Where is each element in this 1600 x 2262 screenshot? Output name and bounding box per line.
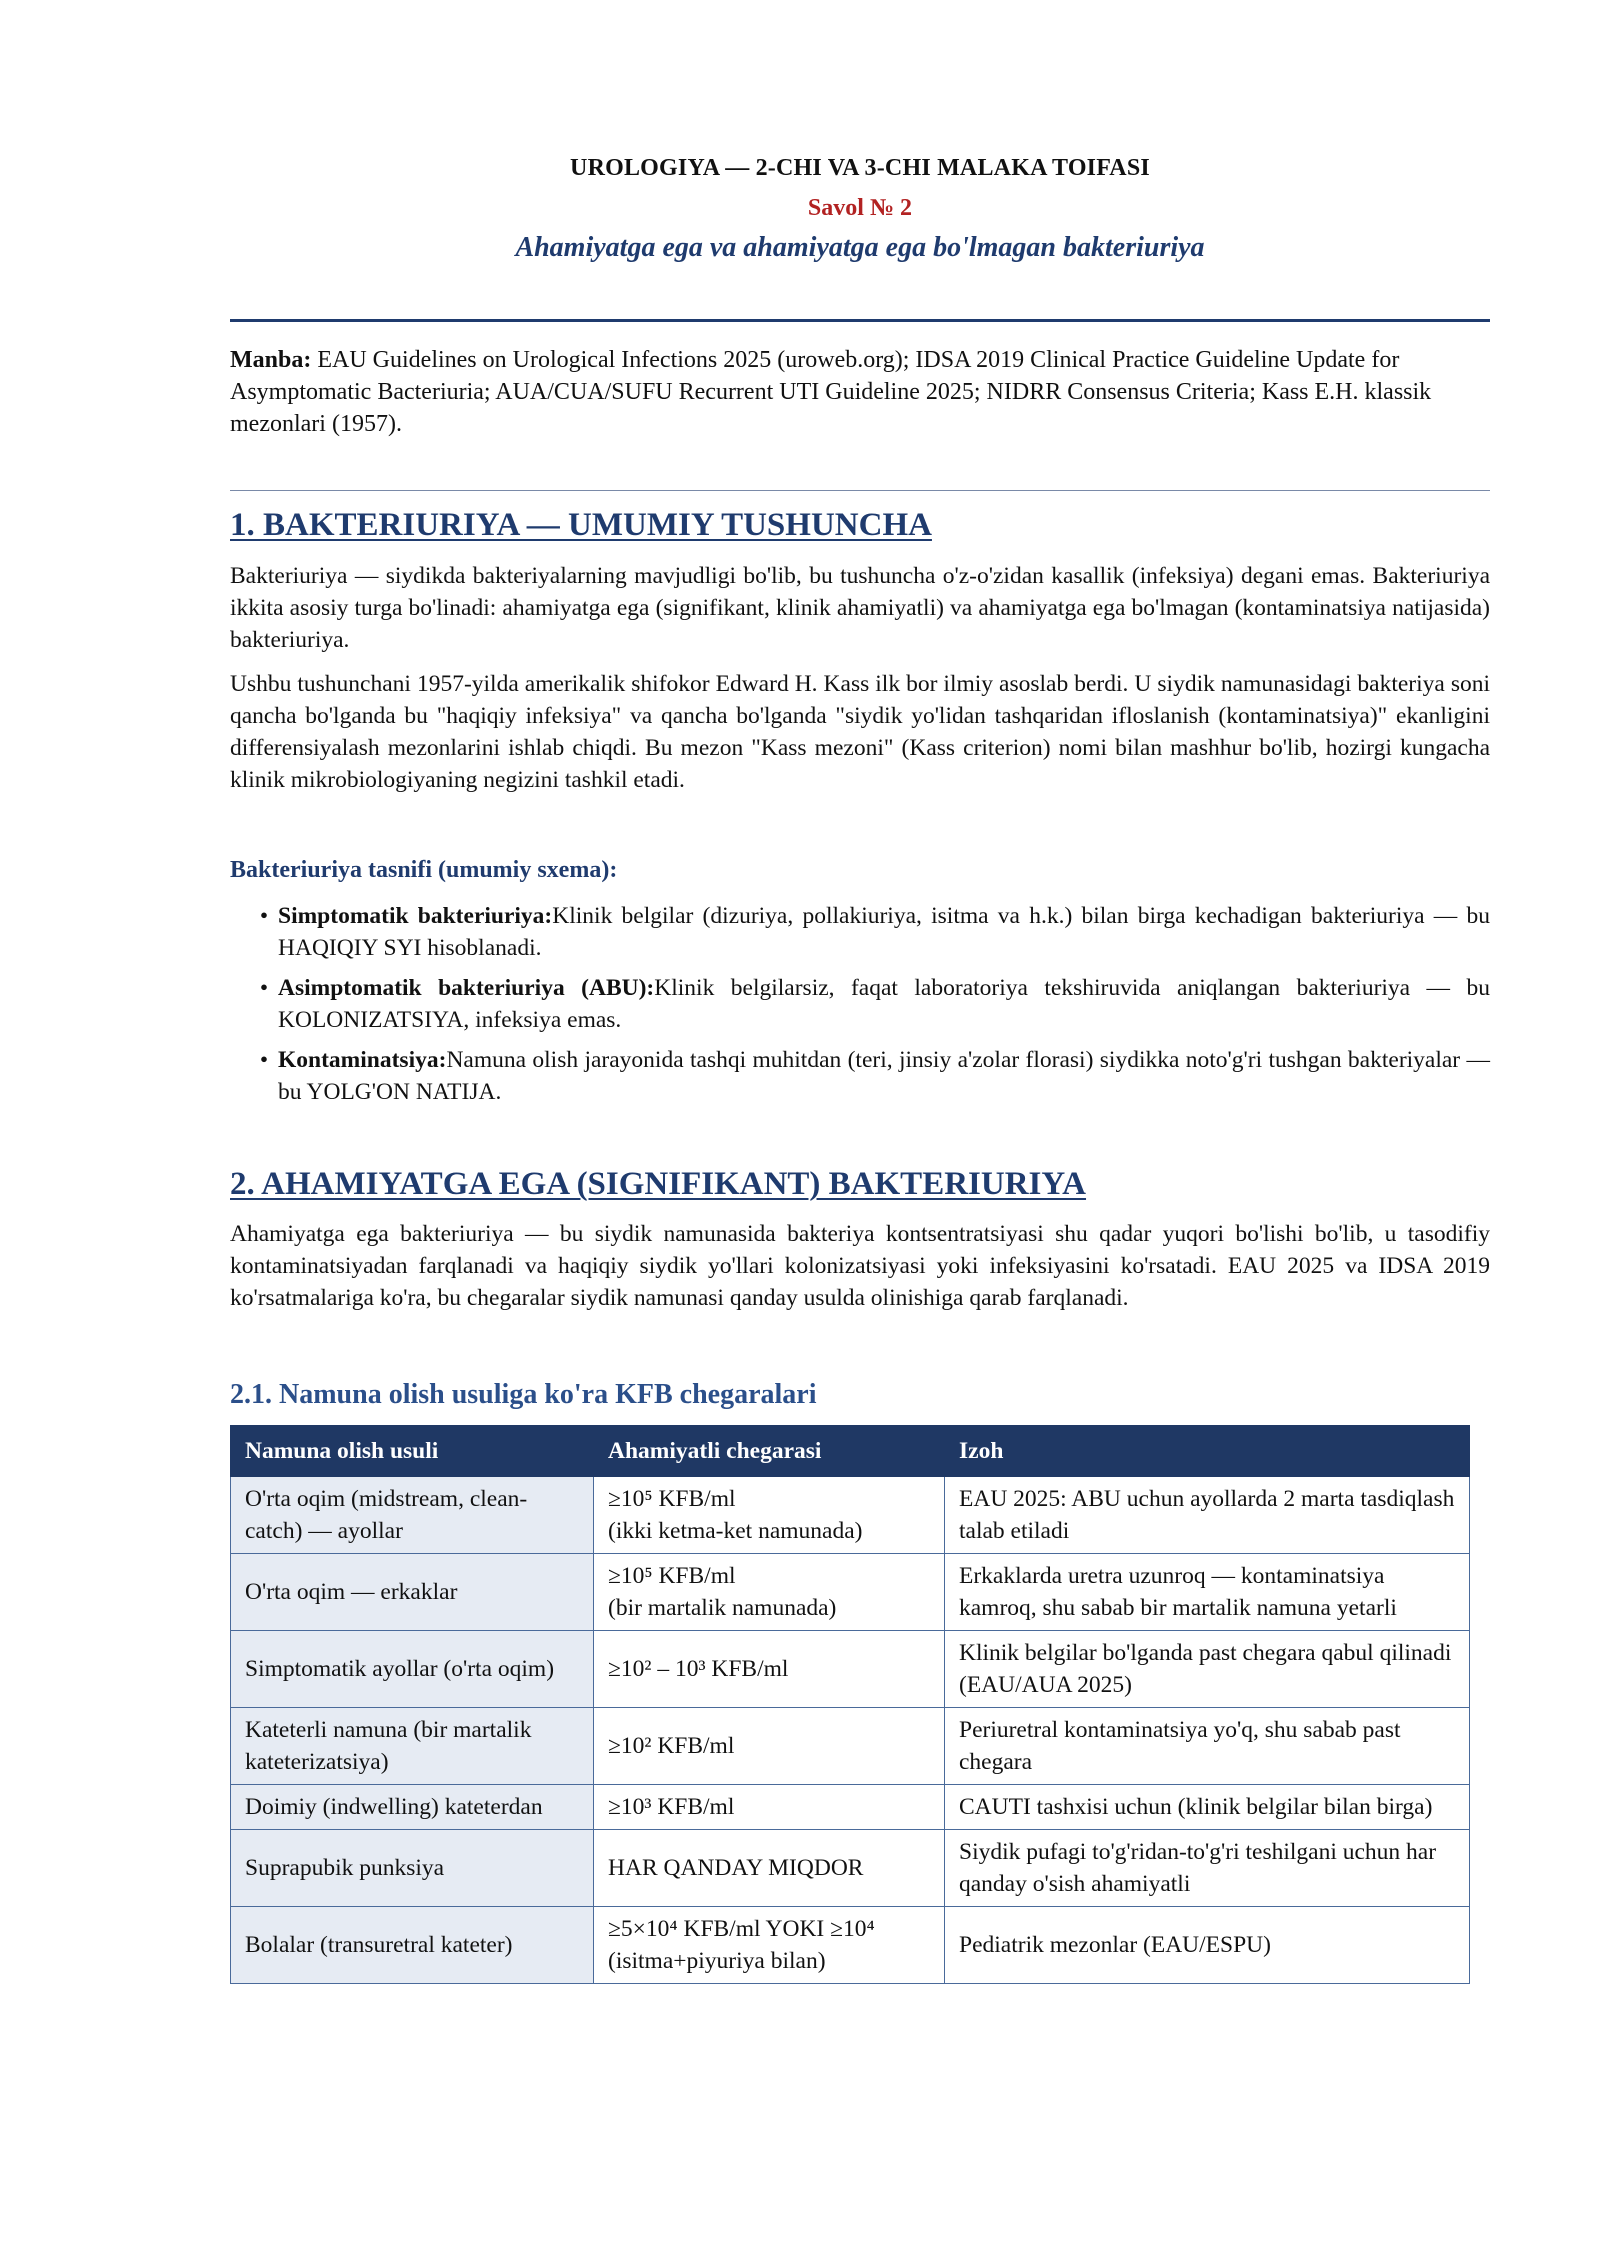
column-header: Namuna olish usuli <box>231 1426 594 1477</box>
kfb-threshold-table <box>230 1425 1470 1984</box>
cell-usul: Suprapubik punksiya <box>231 1830 594 1907</box>
table-header-row <box>231 1426 1470 1477</box>
cell-izoh: Periuretral kontaminatsiya yo'q, shu sabab past chegara <box>945 1708 1470 1785</box>
list-item-term: Asimptomatik bakteriuriya (ABU): <box>278 975 655 1001</box>
cell-chegara <box>594 1554 945 1631</box>
subsection-2-1-heading: 2.1. Namuna olish usuliga ko'ra KFB chegaralari <box>230 1379 817 1410</box>
table-row <box>231 1477 1470 1554</box>
cell-chegara <box>594 1477 945 1554</box>
section-1-heading: 1. BAKTERIURIYA — UMUMIY TUSHUNCHA <box>230 507 932 543</box>
section-2-heading: 2. AHAMIYATGA EGA (SIGNIFIKANT) BAKTERIURIYA <box>230 1166 1087 1202</box>
classification-heading: Bakteriuriya tasnifi (umumiy sxema): <box>230 857 618 883</box>
column-header: Ahamiyatli chegarasi <box>594 1426 945 1477</box>
document-subtitle: Ahamiyatga ega va ahamiyatga ega bo'lmagan bakteriuriya <box>515 232 1205 263</box>
classification-list <box>250 900 1490 1116</box>
table-row <box>231 1631 1470 1708</box>
document-title: UROLOGIYA — 2-CHI VA 3-CHI MALAKA TOIFASI <box>570 155 1150 181</box>
source-text: EAU Guidelines on Urological Infections 2025 (uroweb.org); IDSA 2019 Clinical Practice Guideline Update for Asymptomatic Bacteriuria; AUA/CUA/SUFU Recurrent UTI Guideline 2025; NIDRR Consensus Criteria; Kass E.H. klassik mezonlari (1957). <box>230 347 1432 437</box>
cell-izoh: Siydik pufagi to'g'ridan-to'g'ri teshilgani uchun har qanday o'sish ahamiyatli <box>945 1830 1470 1907</box>
cell-chegara-value: ≥10⁵ KFB/ml <box>608 1563 736 1589</box>
table-row <box>231 1830 1470 1907</box>
cell-usul: Doimiy (indwelling) kateterdan <box>231 1785 594 1830</box>
section-1-paragraph-1: Bakteriuriya — siydikda bakteriyalarning mavjudligi bo'lib, bu tushuncha o'z-o'zidan kasallik (infeksiya) degani emas. Bakteriuriya ikkita asosiy turga bo'linadi: ahamiyatga ega (signifikant, klinik ahamiyatli) va ahamiyatga ega bo'lmagan (kontaminatsiya natijasida) bakteriuriya. <box>230 563 1490 653</box>
cell-chegara-note: (ikki ketma-ket namunada) <box>608 1518 863 1544</box>
cell-izoh: Pediatrik mezonlar (EAU/ESPU) <box>945 1907 1470 1984</box>
cell-usul: Simptomatik ayollar (o'rta oqim) <box>231 1631 594 1708</box>
cell-chegara-value: ≥10⁵ KFB/ml <box>608 1486 736 1512</box>
cell-usul: O'rta oqim — erkaklar <box>231 1554 594 1631</box>
cell-izoh: Erkaklarda uretra uzunroq — kontaminatsiya kamroq, shu sabab bir martalik namuna yetarli <box>945 1554 1470 1631</box>
question-number: Savol № 2 <box>807 195 913 221</box>
list-item <box>250 972 1490 1036</box>
cell-chegara-note: (isitma+piyuriya bilan) <box>608 1948 826 1974</box>
source-label: Manba: <box>230 347 312 373</box>
bullet-icon: • <box>259 975 269 1001</box>
cell-izoh: CAUTI tashxisi uchun (klinik belgilar bilan birga) <box>945 1785 1470 1830</box>
section-2-paragraph: Ahamiyatga ega bakteriuriya — bu siydik namunasida bakteriya kontsentratsiyasi shu qadar yuqori bo'lishi bo'lib, u tasodifiy kontaminatsiyadan farqlanadi va haqiqiy siydik yo'llari kolonizatsiyasi yoki infeksiyasini ko'rsatadi. EAU 2025 va IDSA 2019 ko'rsatmalariga ko'ra, bu chegaralar siydik namunasi qanday usulda olinishiga qarab farqlanadi. <box>230 1221 1490 1311</box>
bullet-icon: • <box>259 903 269 929</box>
list-item-text: Namuna olish jarayonida tashqi muhitdan (teri, jinsiy a'zolar florasi) siydikka noto'g'ri tushgan bakteriyalar — bu YOLG'ON NATIJA. <box>278 1047 1490 1105</box>
list-item-term: Kontaminatsiya: <box>278 1047 447 1073</box>
cell-chegara-value: ≥5×10⁴ KFB/ml YOKI ≥10⁴ <box>608 1916 875 1942</box>
cell-chegara: ≥10² KFB/ml <box>594 1708 945 1785</box>
cell-usul: Bolalar (transuretral kateter) <box>231 1907 594 1984</box>
table-row <box>231 1785 1470 1830</box>
table-row <box>231 1907 1470 1984</box>
header-divider <box>230 319 1490 322</box>
cell-usul: O'rta oqim (midstream, clean-catch) — ayollar <box>231 1477 594 1554</box>
cell-chegara-note: (bir martalik namunada) <box>608 1595 837 1621</box>
list-item-term: Simptomatik bakteriuriya: <box>278 903 553 929</box>
column-header: Izoh <box>945 1426 1470 1477</box>
cell-chegara <box>594 1907 945 1984</box>
source-divider <box>230 490 1490 491</box>
list-item <box>250 900 1490 964</box>
list-item <box>250 1044 1490 1108</box>
cell-chegara: HAR QANDAY MIQDOR <box>594 1830 945 1907</box>
cell-izoh: Klinik belgilar bo'lganda past chegara qabul qilinadi (EAU/AUA 2025) <box>945 1631 1470 1708</box>
list-item-text: Klinik belgilar (dizuriya, pollakiuriya, isitma va h.k.) bilan birga kechadigan bakteriuriya — bu HAQIQIY SYI hisoblanadi. <box>278 903 1490 961</box>
cell-izoh: EAU 2025: ABU uchun ayollarda 2 marta tasdiqlash talab etiladi <box>945 1477 1470 1554</box>
cell-chegara: ≥10² – 10³ KFB/ml <box>594 1631 945 1708</box>
cell-usul: Kateterli namuna (bir martalik kateterizatsiya) <box>231 1708 594 1785</box>
table-row <box>231 1708 1470 1785</box>
table-row <box>231 1554 1470 1631</box>
section-1-paragraph-2: Ushbu tushunchani 1957-yilda amerikalik shifokor Edward H. Kass ilk bor ilmiy asoslab berdi. U siydik namunasidagi bakteriya soni qancha bo'lganda bu "haqiqiy infeksiya" va qancha bo'lganda "siydik yo'lidan tashqaridan ifloslanish (kontaminatsiya)" ekanligini differensiyalash mezonlarini ishlab chiqdi. Bu mezon "Kass mezoni" (Kass criterion) nomi bilan mashhur bo'lib, hozirgi kungacha klinik mikrobiologiyaning negizini tashkil etadi. <box>230 671 1490 793</box>
list-item-text: Klinik belgilarsiz, faqat laboratoriya tekshiruvida aniqlangan bakteriuriya — bu KOLONIZATSIYA, infeksiya emas. <box>278 975 1491 1033</box>
source-paragraph <box>230 344 1490 440</box>
bullet-icon: • <box>259 1047 269 1073</box>
cell-chegara: ≥10³ KFB/ml <box>594 1785 945 1830</box>
